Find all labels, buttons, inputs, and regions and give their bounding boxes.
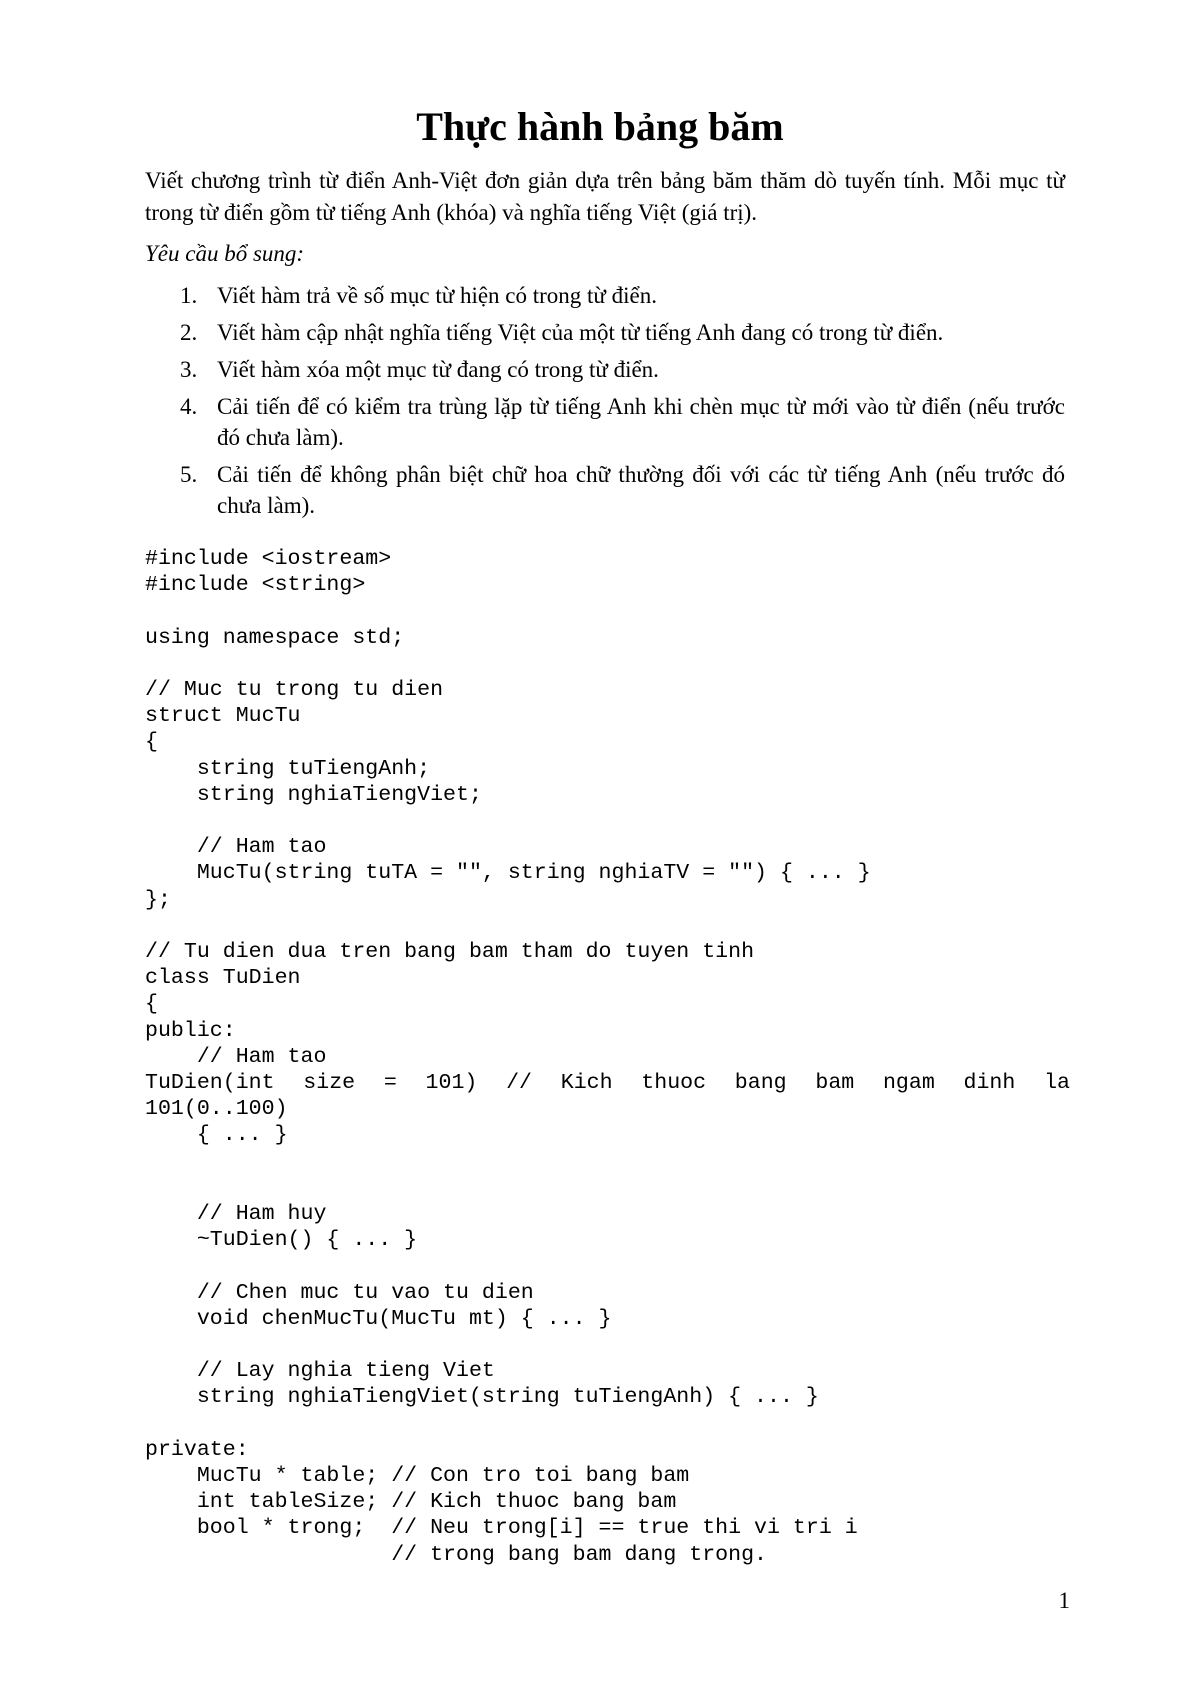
- requirement-number: 5.: [180, 462, 198, 487]
- requirement-number: 2.: [180, 320, 198, 345]
- requirement-item: [145, 317, 1065, 348]
- requirement-item: [145, 391, 1065, 453]
- code-line: void chenMucTu(MucTu mt) { ... }: [145, 1306, 612, 1331]
- code-block: [145, 546, 1070, 1568]
- requirements-label: [145, 238, 304, 270]
- code-line: {: [145, 730, 158, 755]
- requirement-item: [145, 280, 1065, 311]
- code-line: [145, 808, 1070, 834]
- code-line: #include <iostream>: [145, 547, 392, 571]
- requirement-text: Viết hàm xóa một mục từ đang có trong từ điển.: [217, 357, 659, 382]
- code-line: [145, 913, 1070, 939]
- code-line: string nghiaTiengViet;: [145, 782, 482, 807]
- code-line: string tuTiengAnh;: [145, 756, 431, 781]
- requirement-number: 3.: [180, 357, 198, 382]
- requirement-text: Cải tiến để có kiểm tra trùng lặp từ tiếng Anh khi chèn mục từ mới vào từ điển (nếu trước đó chưa làm).: [217, 394, 1065, 450]
- code-line: class TuDien: [145, 966, 301, 991]
- code-line: struct MucTu: [145, 704, 301, 729]
- code-line: // Lay nghia tieng Viet: [145, 1359, 495, 1384]
- code-line: [145, 1332, 1070, 1358]
- requirements-label-colon: :: [296, 241, 305, 266]
- requirement-text: Viết hàm cập nhật nghĩa tiếng Việt của một từ tiếng Anh đang có trong từ điển.: [217, 320, 944, 345]
- code-line: // Muc tu trong tu dien: [145, 677, 444, 702]
- code-line: public:: [145, 1018, 236, 1043]
- code-line: };: [145, 887, 171, 912]
- code-line: [145, 1253, 1070, 1279]
- code-line: [145, 1175, 1070, 1201]
- requirement-text: Cải tiến để không phân biệt chữ hoa chữ thường đối với các từ tiếng Anh (nếu trước đó chưa làm).: [217, 462, 1065, 518]
- code-line: MucTu(string tuTA = "", string nghiaTV = "") { ... }: [145, 861, 871, 886]
- code-line: {: [145, 992, 158, 1017]
- code-line: int tableSize; // Kich thuoc bang bam: [145, 1490, 677, 1515]
- code-line: using namespace std;: [145, 625, 405, 650]
- code-line: 101(0..100): [145, 1097, 288, 1122]
- page-title: Thực hành bảng băm: [416, 104, 784, 149]
- requirement-number: 4.: [180, 394, 198, 419]
- code-line: { ... }: [145, 1123, 288, 1148]
- code-line: ~TuDien() { ... }: [145, 1228, 418, 1253]
- code-line: // Ham huy: [145, 1201, 327, 1226]
- requirement-number: 1.: [180, 283, 198, 308]
- intro-paragraph: Viết chương trình từ điển Anh-Việt đơn giản dựa trên bảng băm thăm dò tuyến tính. Mỗi mục từ trong từ điển gồm từ tiếng Anh (khóa) và nghĩa tiếng Việt (giá trị).: [145, 168, 1065, 225]
- code-line: // Ham tao: [145, 835, 327, 860]
- code-line: // Chen muc tu vao tu dien: [145, 1280, 534, 1305]
- requirement-text: Viết hàm trả về số mục từ hiện có trong từ điển.: [217, 283, 657, 308]
- code-line: bool * trong; // Neu trong[i] == true thi vi tri i: [145, 1516, 858, 1541]
- code-line: [145, 598, 1070, 624]
- code-line: [145, 1411, 1070, 1437]
- requirement-item: [145, 459, 1065, 521]
- code-line: // Ham tao: [145, 1044, 327, 1069]
- code-line: #include <string>: [145, 573, 366, 598]
- requirements-label-text: Yêu cầu bổ sung: [145, 241, 297, 266]
- page-number: 1: [1058, 1588, 1070, 1613]
- code-line: [145, 651, 1070, 677]
- code-line: [145, 1149, 1070, 1175]
- code-line: private:: [145, 1437, 249, 1462]
- code-line: string nghiaTiengViet(string tuTiengAnh) { ... }: [145, 1385, 819, 1410]
- requirements-list: [145, 280, 1065, 527]
- requirement-item: [145, 354, 1065, 385]
- code-line: // Tu dien dua tren bang bam tham do tuyen tinh: [145, 939, 755, 964]
- code-line: MucTu * table; // Con tro toi bang bam: [145, 1463, 690, 1488]
- code-line: TuDien(int size = 101) // Kich thuoc bang bam ngam dinh la: [145, 1071, 1070, 1095]
- code-line: // trong bang bam dang trong.: [145, 1542, 768, 1567]
